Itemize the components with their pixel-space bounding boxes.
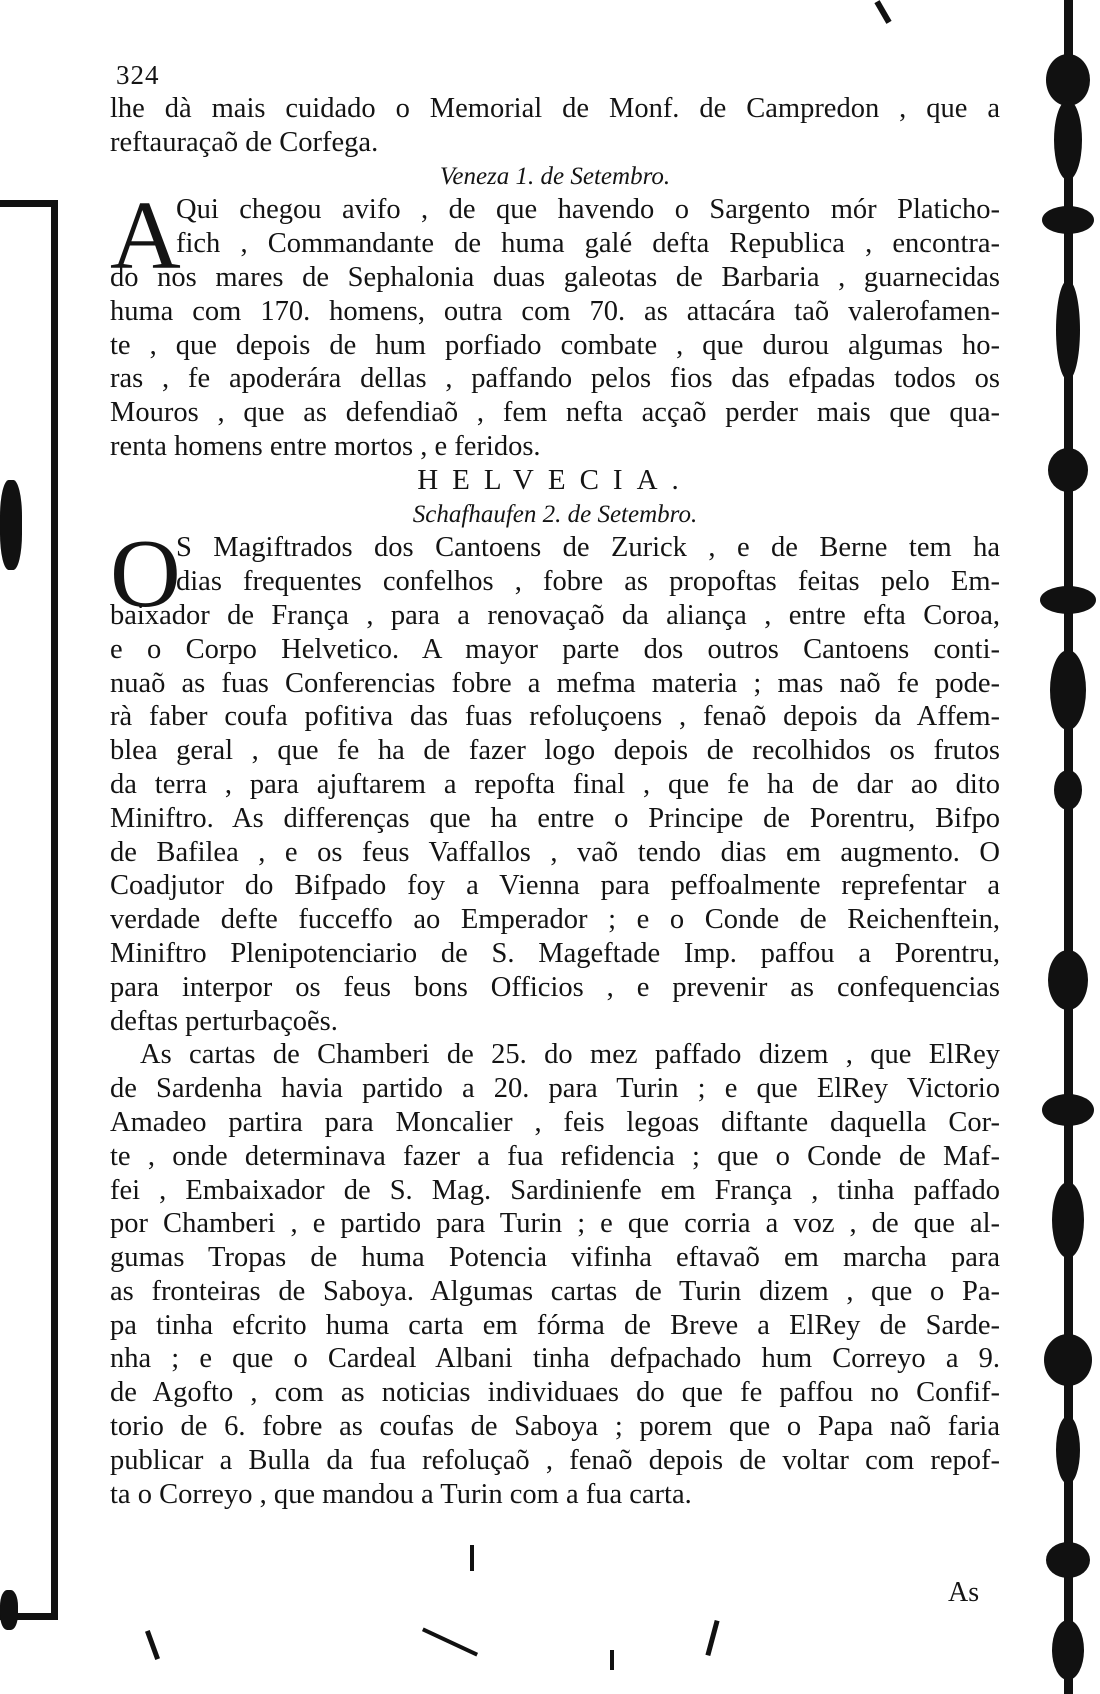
body-line: Miniftro Plenipotenciario de S. Mageftade Imp. paffou a Porentru,	[110, 937, 1000, 969]
body-line: pa tinha efcrito huma carta em fórma de Breve a ElRey de Sarde-	[110, 1309, 1000, 1341]
helvecia-paragraph-2	[110, 1038, 1000, 1511]
body-line: publicar a Bulla da fua refoluçaõ , fenaõ depois de voltar com repof-	[110, 1444, 1000, 1476]
body-line: lhe dà mais cuidado o Memorial de Monf. de Campredon , que a	[110, 93, 1000, 124]
ink-speck	[610, 1650, 614, 1670]
body-line: Miniftro. As differenças que ha entre o Principe de Porentru, Bifpo	[110, 802, 1000, 834]
body-line: Qui chegou avifo , de que havendo o Sargento mór Platicho-	[176, 194, 1000, 226]
drop-cap: O	[110, 520, 181, 629]
body-line: renta homens entre mortos , e feridos.	[110, 430, 541, 462]
body-line: deftas perturbaçoẽs.	[110, 1005, 338, 1037]
ink-speck	[705, 1620, 719, 1656]
body-line: as fronteiras de Saboya. Algumas cartas de Turin dizem , que o Pa-	[110, 1275, 1000, 1307]
section-title: HELVECIA.	[417, 463, 693, 496]
body-line: nha ; e que o Cardeal Albani tinha defpachado hum Correyo a 9.	[110, 1343, 1000, 1375]
body-line: de Agofto , com as noticias individuaes do que fe paffou no Confif-	[110, 1377, 1000, 1409]
page-edge-bracket	[0, 200, 58, 1620]
venice-paragraph	[110, 182, 1000, 463]
ink-speck	[874, 0, 891, 24]
body-line: Mouros , que as defendiaõ , fem nefta acçaõ perder mais que qua-	[110, 397, 1000, 429]
body-line: de Sardenha havia partido a 20. para Turin ; e que ElRey Victorio	[110, 1073, 1000, 1105]
body-line: dias frequentes confelhos , fobre as propoftas feitas pelo Em-	[176, 566, 1000, 598]
body-line: torio de 6. fobre as coufas de Saboya ; porem que o Papa naõ faria	[110, 1411, 1000, 1443]
body-line: da terra , para ajuftarem a repofta final , que fe ha de dar ao dito	[110, 768, 1000, 800]
body-line: do nos mares de Sephalonia duas galeotas de Barbaria , guarnecidas	[110, 261, 1000, 293]
body-line: de Bafilea , e os feus Vaffallos , vaõ tendo dias em augmento. O	[110, 836, 1000, 868]
catchword: As	[948, 1577, 980, 1608]
helvecia-paragraph	[110, 520, 1000, 1038]
body-line: gumas Tropas de huma Potencia vifinha eftavaõ em marcha para	[110, 1242, 1000, 1274]
body-line: As cartas de Chamberi de 25. do mez paffado dizem , que ElRey	[140, 1039, 1000, 1071]
body-line: ta o Correyo , que mandou a Turin com a fua carta.	[110, 1478, 692, 1510]
body-line: rà faber coufa pofitiva das fuas refoluçoens , fenaõ depois da Affem-	[110, 701, 1000, 733]
helvecia-dateline: Schafhaufen 2. de Setembro.	[412, 500, 698, 528]
body-line: S Magiftrados dos Cantoens de Zurick , e de Berne tem ha	[176, 532, 1000, 564]
body-line: te , que depois de hum porfiado combate , que durou algumas ho-	[110, 329, 1000, 361]
ink-speck	[422, 1628, 478, 1657]
body-line: blea geral , que fe ha de fazer logo depois de recolhidos os frutos	[110, 735, 1000, 767]
drop-cap: A	[110, 182, 181, 291]
venice-dateline: Veneza 1. de Setembro.	[439, 162, 671, 190]
edge-ink-blot	[0, 1590, 18, 1630]
binding-ornament	[1040, 0, 1100, 1694]
body-line: por Chamberi , e partido para Turin ; e que corria a voz , de que al-	[110, 1208, 1000, 1240]
page-number: 324	[116, 60, 160, 90]
body-line: e o Corpo Helvetico. A mayor parte dos outros Cantoens conti-	[110, 633, 1000, 665]
body-line: te , onde determinava fazer a fua refidencia ; que o Conde de Maf-	[110, 1140, 1000, 1172]
body-line: verdade defte fucceffo ao Emperador ; e o Conde de Reichenftein,	[110, 904, 1000, 936]
body-line: ras , fe apoderára dellas , paffando pelos fios das efpadas todos os	[110, 363, 1000, 395]
body-line: baixador de França , para a renovaçaõ da aliança , entre efta Coroa,	[110, 599, 1000, 631]
body-line: huma com 170. homens, outra com 70. as attacára taõ valerofamen-	[110, 295, 1000, 327]
body-line: Amadeo partira para Moncalier , feis legoas diftante daquella Cor-	[110, 1106, 1000, 1138]
body-line: reftauraçaõ de Corfega.	[110, 126, 379, 158]
text-column	[110, 92, 1000, 1511]
body-line: para interpor os feus bons Officios , e prevenir as confequencias	[110, 971, 1000, 1003]
ink-speck	[470, 1545, 474, 1571]
body-line: Coadjutor do Bifpado foy a Vienna para peffoalmente reprefentar a	[110, 870, 1000, 902]
body-line: fei , Embaixador de S. Mag. Sardinienfe em França , tinha paffado	[110, 1174, 1000, 1206]
ink-speck	[145, 1630, 160, 1660]
body-line: nuaõ as fuas Conferencias fobre a mefma materia ; mas naõ fe pode-	[110, 667, 1000, 699]
edge-ink-blot	[0, 480, 22, 570]
body-line: fich , Commandante de huma galé defta Republica , encontra-	[176, 228, 1000, 260]
